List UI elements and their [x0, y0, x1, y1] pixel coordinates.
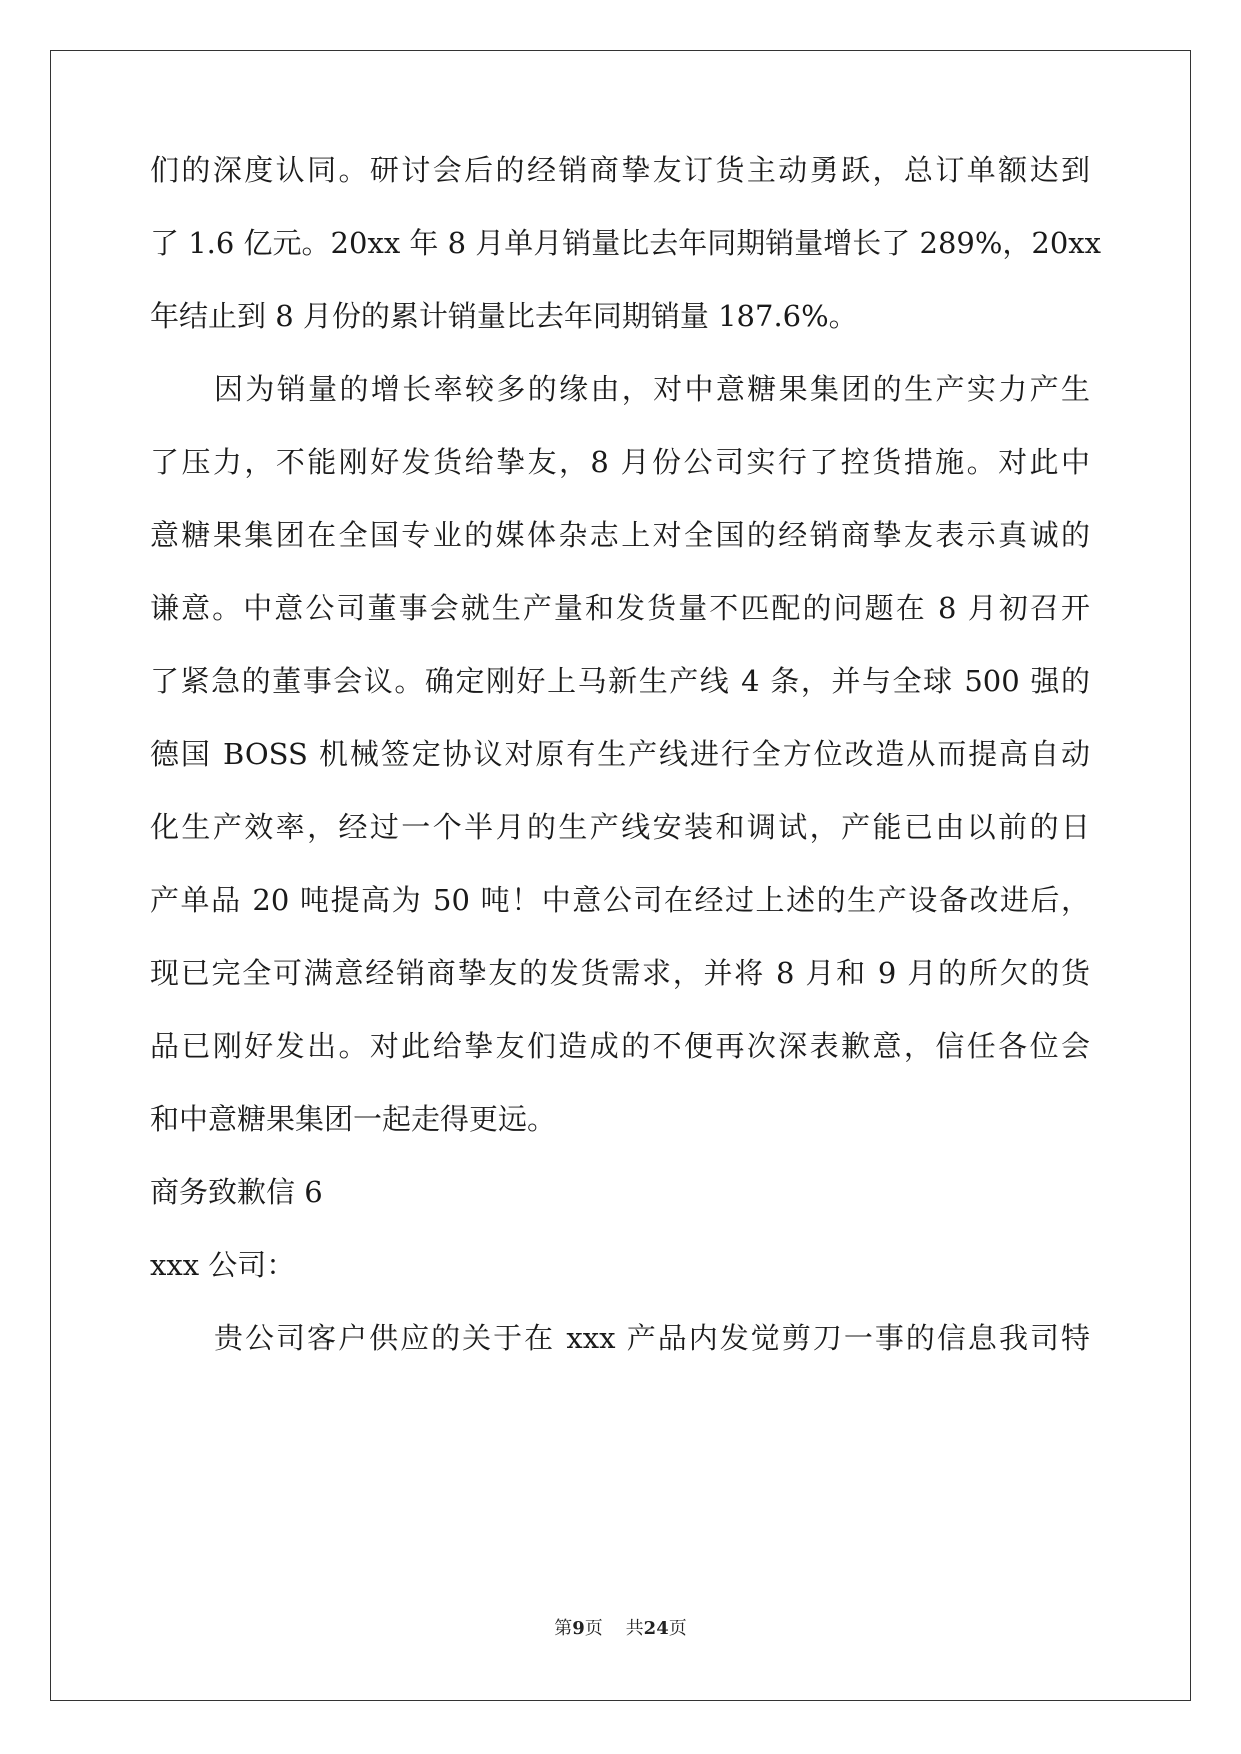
text-line: 德国 BOSS 机械签定协议对原有生产线进行全方位改造从而提高自动 [150, 737, 1090, 771]
current-page-number: 9 [572, 1618, 585, 1639]
footer-mid: 页 共 [584, 1618, 644, 1639]
text-line: 年结止到 8 月份的累计销量比去年同期销量 187.6%。 [150, 299, 858, 333]
page-footer [0, 1617, 1241, 1641]
text-line: 品已刚好发出。对此给挚友们造成的不便再次深表歉意，信任各位会 [150, 1029, 1090, 1063]
text-line: 化生产效率，经过一个半月的生产线安装和调试，产能已由以前的日 [150, 810, 1090, 844]
salutation: xxx 公司： [150, 1248, 296, 1282]
text-line: 了紧急的董事会议。确定刚好上马新生产线 4 条，并与全球 500 强的 [150, 664, 1090, 698]
section-heading: 商务致歉信 6 [150, 1175, 323, 1209]
text-line: 产单品 20 吨提高为 50 吨！中意公司在经过上述的生产设备改进后， [150, 883, 1090, 917]
text-line: 意糖果集团在全国专业的媒体杂志上对全国的经销商挚友表示真诚的 [150, 518, 1090, 552]
text-line: 了压力，不能刚好发货给挚友，8 月份公司实行了控货措施。对此中 [150, 445, 1090, 479]
text-line: 因为销量的增长率较多的缘由，对中意糖果集团的生产实力产生 [214, 372, 1090, 406]
text-line: 们的深度认同。研讨会后的经销商挚友订货主动勇跃，总订单额达到 [150, 153, 1090, 187]
text-line: 谦意。中意公司董事会就生产量和发货量不匹配的问题在 8 月初召开 [150, 591, 1090, 625]
total-page-count: 24 [643, 1618, 669, 1639]
text-line: 现已完全可满意经销商挚友的发货需求，并将 8 月和 9 月的所欠的货 [150, 956, 1090, 990]
footer-suffix: 页 [668, 1618, 687, 1639]
text-line: 了 1.6 亿元。20xx 年 8 月单月销量比去年同期销量增长了 289%，20xx [150, 226, 1102, 260]
footer-prefix: 第 [554, 1618, 573, 1639]
text-line: 贵公司客户供应的关于在 xxx 产品内发觉剪刀一事的信息我司特 [214, 1321, 1090, 1355]
text-line: 和中意糖果集团一起走得更远。 [150, 1102, 557, 1136]
